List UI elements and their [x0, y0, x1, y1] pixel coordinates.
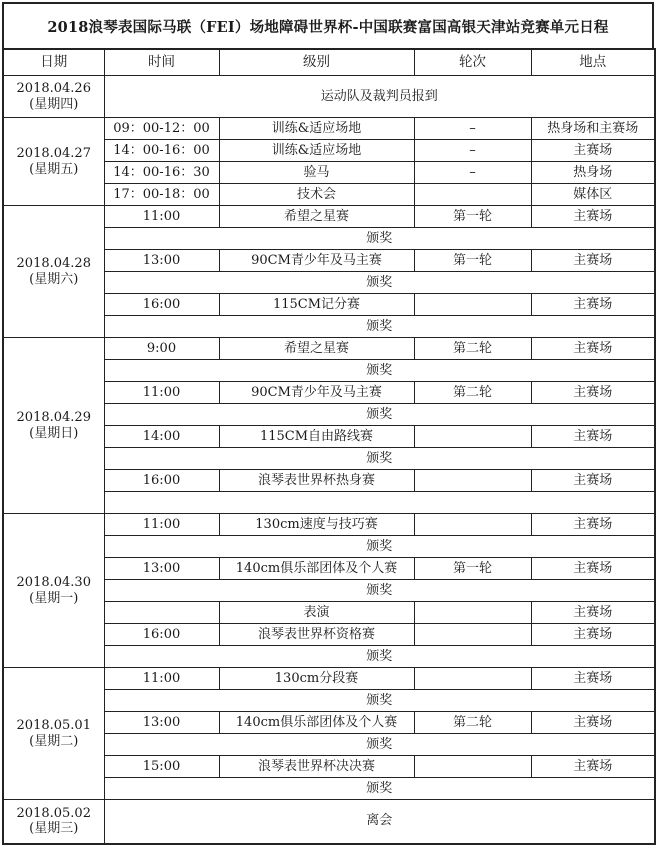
date-cell	[3, 76, 104, 118]
level-cell: 115CM自由路线赛	[219, 426, 414, 448]
date-cell	[3, 118, 104, 206]
level-cell: 浪琴表世界杯热身赛	[219, 470, 414, 492]
round-cell	[414, 514, 531, 536]
full-row-cell: 运动队及裁判员报到	[104, 76, 655, 118]
award-cell: 颁奖	[104, 536, 655, 558]
venue-cell: 主赛场	[531, 426, 655, 448]
weekday-text: (星期二)	[29, 733, 79, 749]
event-row	[3, 206, 655, 228]
venue-cell: 主赛场	[531, 140, 655, 162]
venue-cell: 主赛场	[531, 712, 655, 734]
time-cell: 11:00	[104, 668, 219, 690]
time-cell: 14：00-16：30	[104, 162, 219, 184]
table-row	[3, 800, 655, 844]
level-cell: 90CM青少年及马主赛	[219, 250, 414, 272]
level-cell: 技术会	[219, 184, 414, 206]
date-cell	[3, 338, 104, 514]
weekday-text: (星期日)	[29, 425, 79, 441]
time-cell: 9:00	[104, 338, 219, 360]
award-cell: 颁奖	[104, 734, 655, 756]
award-cell: 颁奖	[104, 580, 655, 602]
round-cell: 第一轮	[414, 558, 531, 580]
time-cell: 14:00	[104, 426, 219, 448]
date-text: 2018.04.30	[16, 574, 91, 590]
round-cell	[414, 668, 531, 690]
venue-cell: 主赛场	[531, 668, 655, 690]
level-cell: 90CM青少年及马主赛	[219, 382, 414, 404]
weekday-text: (星期五)	[29, 161, 79, 177]
header-row	[3, 49, 655, 76]
time-cell: 13:00	[104, 712, 219, 734]
date-text: 2018.04.29	[16, 409, 91, 425]
level-cell: 130cm速度与技巧赛	[219, 514, 414, 536]
header-round: 轮次	[414, 49, 531, 76]
round-cell	[414, 426, 531, 448]
level-cell: 表演	[219, 602, 414, 624]
level-cell: 验马	[219, 162, 414, 184]
venue-cell: 主赛场	[531, 602, 655, 624]
venue-cell: 主赛场	[531, 624, 655, 646]
header-time: 时间	[104, 49, 219, 76]
weekday-text: (星期一)	[29, 590, 79, 606]
venue-cell: 主赛场	[531, 338, 655, 360]
time-cell: 17：00-18：00	[104, 184, 219, 206]
time-cell: 11:00	[104, 206, 219, 228]
award-cell	[104, 492, 655, 514]
award-cell: 颁奖	[104, 316, 655, 338]
time-cell: 14：00-16：00	[104, 140, 219, 162]
level-cell: 140cm俱乐部团体及个人赛	[219, 712, 414, 734]
time-cell: 16:00	[104, 624, 219, 646]
round-cell	[414, 470, 531, 492]
venue-cell: 主赛场	[531, 294, 655, 316]
time-cell: 16:00	[104, 470, 219, 492]
venue-cell: 主赛场	[531, 206, 655, 228]
schedule-table	[2, 48, 656, 845]
time-cell	[104, 602, 219, 624]
round-cell	[414, 756, 531, 778]
full-row-cell: 离会	[104, 800, 655, 844]
venue-cell: 主赛场	[531, 756, 655, 778]
round-cell	[414, 294, 531, 316]
award-cell: 颁奖	[104, 360, 655, 382]
round-cell: 第二轮	[414, 712, 531, 734]
date-text: 2018.04.26	[16, 80, 91, 96]
award-cell: 颁奖	[104, 646, 655, 668]
event-row	[3, 338, 655, 360]
level-cell: 训练&适应场地	[219, 118, 414, 140]
header-venue: 地点	[531, 49, 655, 76]
weekday-text: (星期三)	[29, 821, 79, 837]
award-cell: 颁奖	[104, 272, 655, 294]
time-cell: 13:00	[104, 250, 219, 272]
date-cell	[3, 206, 104, 338]
date-cell	[3, 668, 104, 800]
level-cell: 训练&适应场地	[219, 140, 414, 162]
award-cell: 颁奖	[104, 690, 655, 712]
header-level: 级别	[219, 49, 414, 76]
date-text: 2018.05.01	[16, 717, 91, 733]
round-cell: 第一轮	[414, 250, 531, 272]
schedule-body	[3, 76, 655, 844]
level-cell: 希望之星赛	[219, 338, 414, 360]
round-cell: 第一轮	[414, 206, 531, 228]
round-cell	[414, 602, 531, 624]
venue-cell: 热身场	[531, 162, 655, 184]
round-cell: 第二轮	[414, 382, 531, 404]
event-row	[3, 514, 655, 536]
venue-cell: 媒体区	[531, 184, 655, 206]
award-cell: 颁奖	[104, 448, 655, 470]
level-cell: 130cm分段赛	[219, 668, 414, 690]
level-cell: 浪琴表世界杯资格赛	[219, 624, 414, 646]
venue-cell: 主赛场	[531, 558, 655, 580]
time-cell: 15:00	[104, 756, 219, 778]
venue-cell: 主赛场	[531, 514, 655, 536]
level-cell: 浪琴表世界杯决决赛	[219, 756, 414, 778]
level-cell: 希望之星赛	[219, 206, 414, 228]
table-row	[3, 118, 655, 140]
time-cell: 11:00	[104, 382, 219, 404]
round-cell	[414, 184, 531, 206]
award-cell: 颁奖	[104, 228, 655, 250]
table-row	[3, 76, 655, 118]
venue-cell: 主赛场	[531, 382, 655, 404]
round-cell: –	[414, 162, 531, 184]
schedule-sheet	[2, 2, 654, 845]
award-cell: 颁奖	[104, 778, 655, 800]
event-row	[3, 668, 655, 690]
venue-cell: 主赛场	[531, 470, 655, 492]
header-date: 日期	[3, 49, 104, 76]
round-cell: –	[414, 140, 531, 162]
round-cell: –	[414, 118, 531, 140]
level-cell: 140cm俱乐部团体及个人赛	[219, 558, 414, 580]
weekday-text: (星期四)	[29, 96, 79, 112]
time-cell: 11:00	[104, 514, 219, 536]
award-cell: 颁奖	[104, 404, 655, 426]
time-cell: 09：00-12：00	[104, 118, 219, 140]
schedule-title: 2018浪琴表国际马联（FEI）场地障碍世界杯-中国联赛富国高银天津站竞赛单元日程	[2, 2, 654, 48]
time-cell: 16:00	[104, 294, 219, 316]
venue-cell: 主赛场	[531, 250, 655, 272]
date-cell	[3, 800, 104, 844]
date-text: 2018.05.02	[16, 805, 91, 821]
date-cell	[3, 514, 104, 668]
venue-cell: 热身场和主赛场	[531, 118, 655, 140]
date-text: 2018.04.27	[16, 145, 91, 161]
level-cell: 115CM记分赛	[219, 294, 414, 316]
weekday-text: (星期六)	[29, 271, 79, 287]
date-text: 2018.04.28	[16, 255, 91, 271]
time-cell: 13:00	[104, 558, 219, 580]
round-cell: 第二轮	[414, 338, 531, 360]
round-cell	[414, 624, 531, 646]
